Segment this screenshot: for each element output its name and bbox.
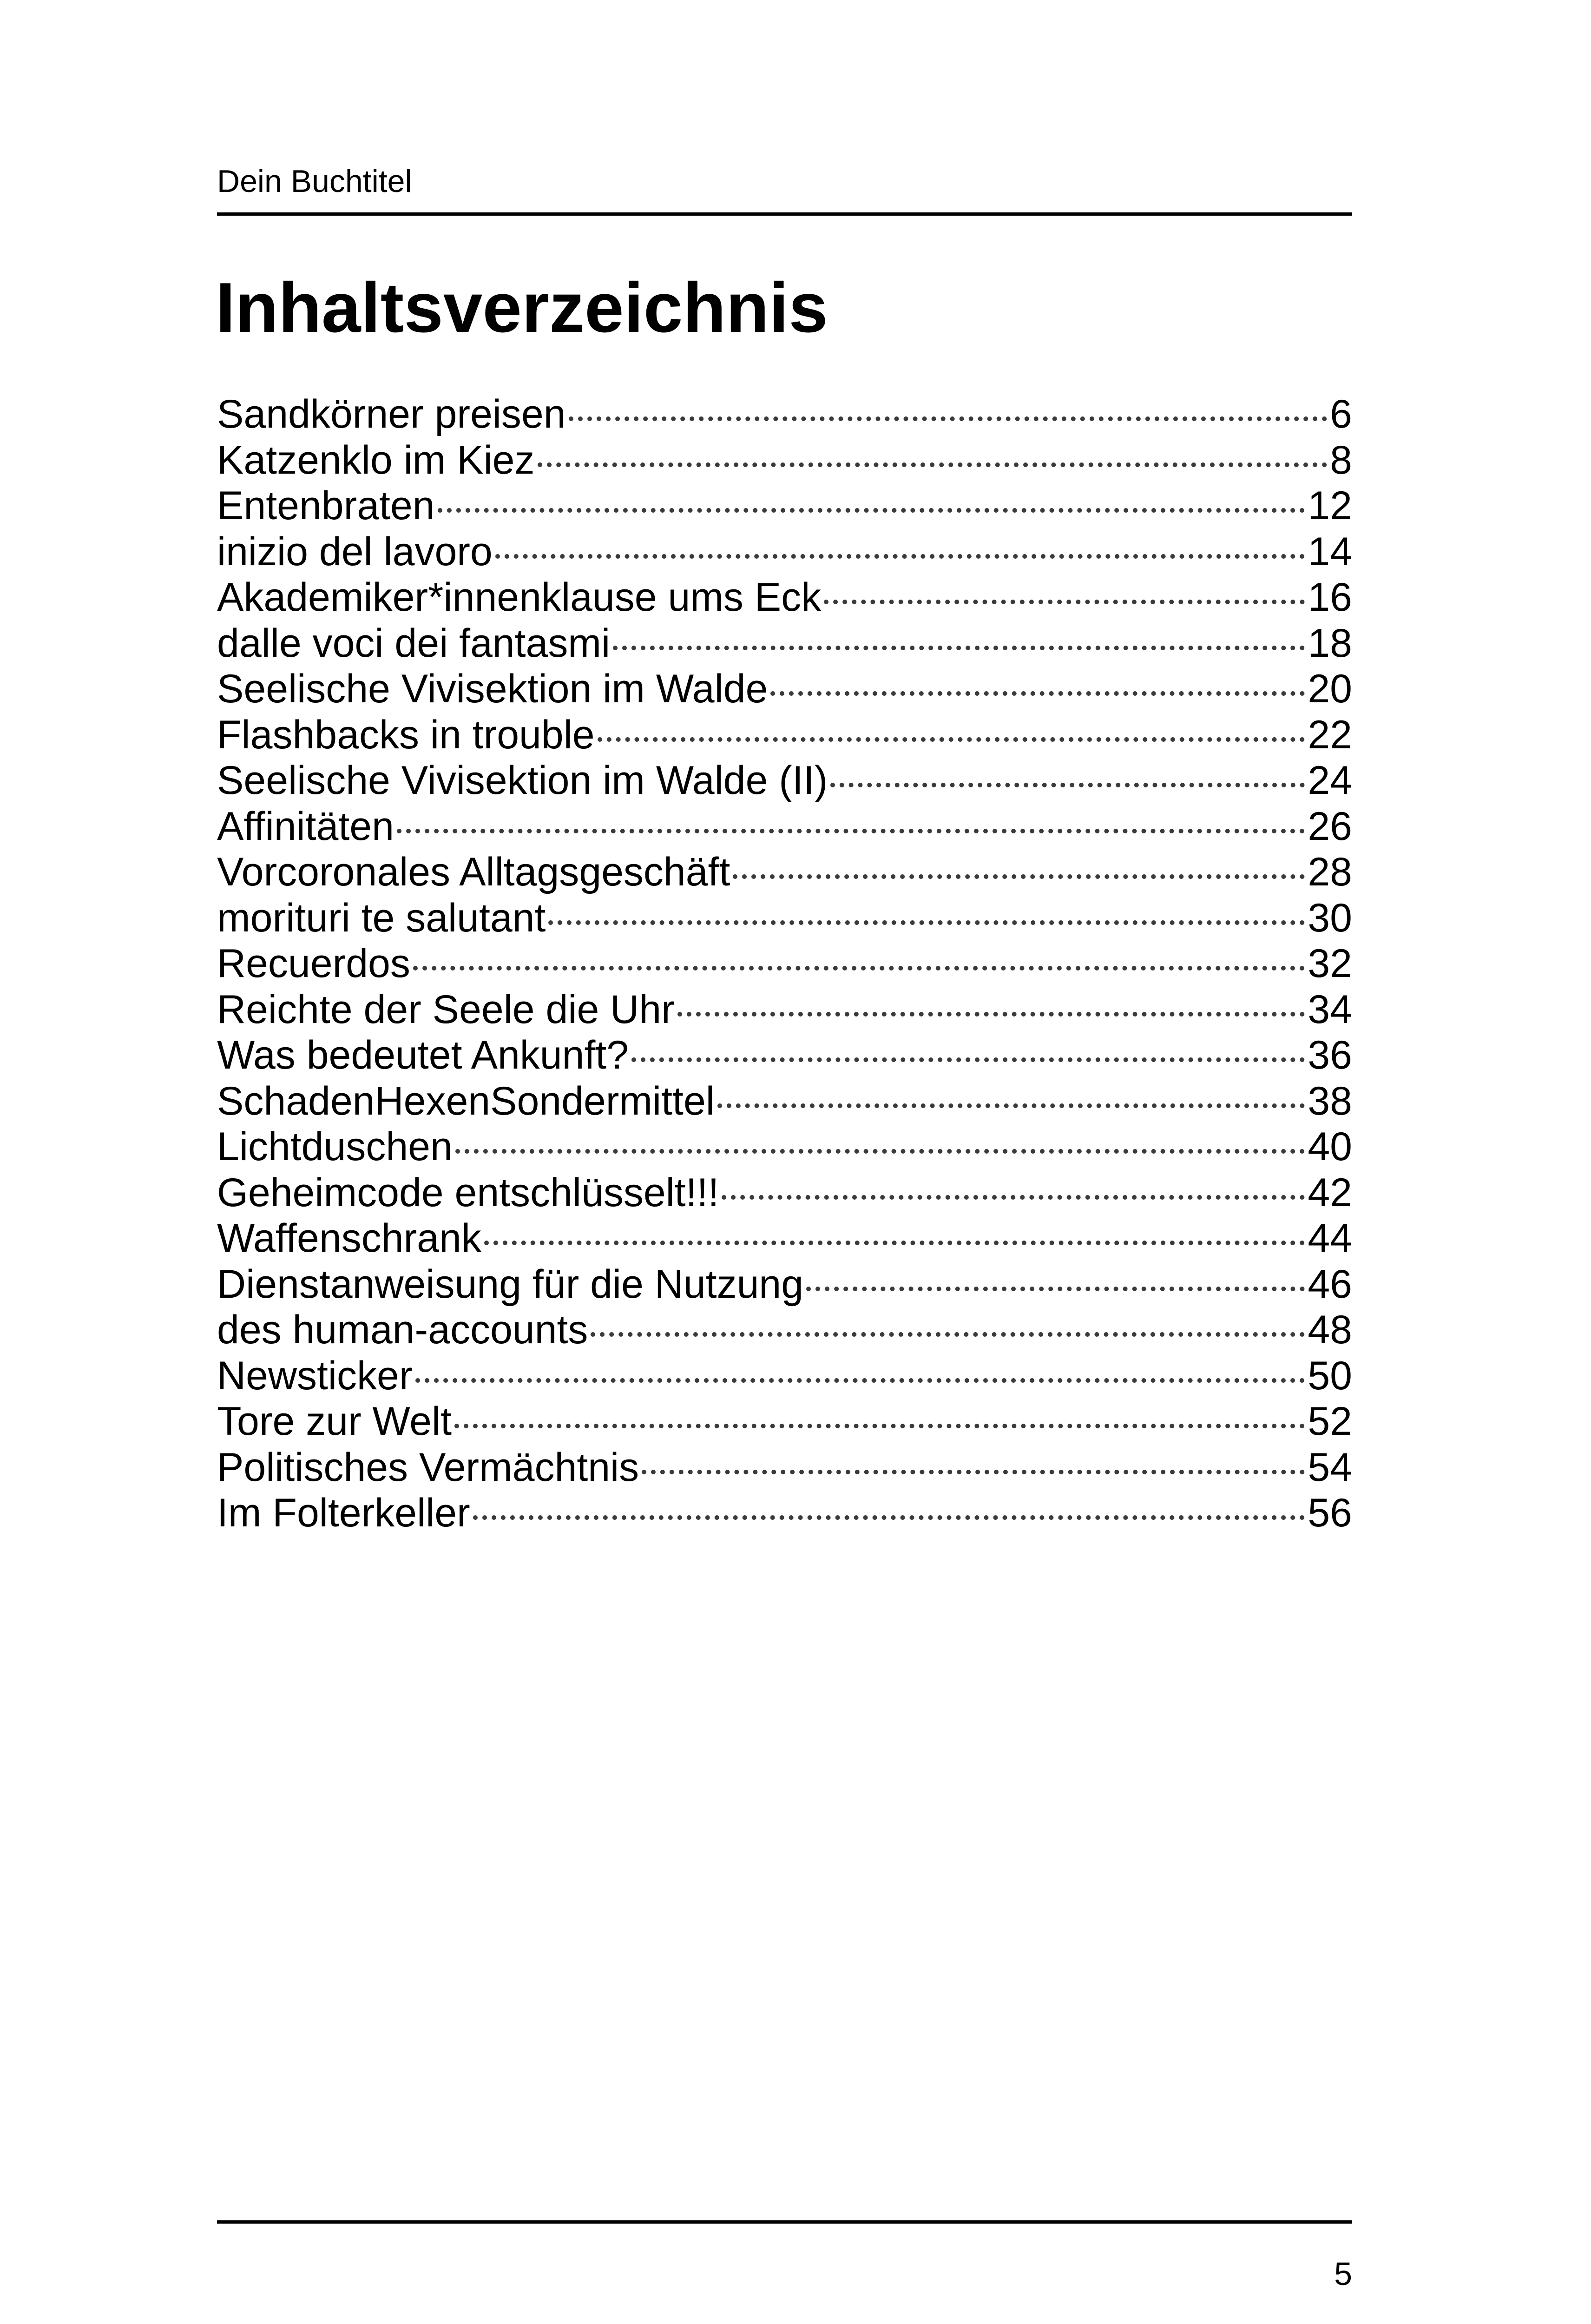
- toc-entry-page-number: 52: [1308, 1399, 1352, 1444]
- toc-entry-title: Was bedeutet Ankunft?: [217, 1033, 629, 1077]
- toc-entry-page-number: 54: [1308, 1445, 1352, 1490]
- toc-entry[interactable]: [217, 1399, 1352, 1445]
- dot-leader: [830, 783, 1305, 787]
- toc-entry-title: Politisches Vermächtnis: [217, 1445, 639, 1490]
- toc-entry-title: Reichte der Seele die Uhr: [217, 987, 675, 1032]
- toc-entry[interactable]: [217, 483, 1352, 529]
- header-divider: [217, 212, 1352, 216]
- dot-leader: [806, 1287, 1305, 1291]
- toc-entry-title: Lichtduschen: [217, 1124, 453, 1169]
- toc-entry-title: Dienstanweisung für die Nutzung: [217, 1261, 804, 1307]
- toc-entry[interactable]: [217, 621, 1352, 667]
- dot-leader: [642, 1470, 1305, 1474]
- toc-entry-page-number: 16: [1308, 575, 1352, 620]
- toc-entry[interactable]: [217, 987, 1352, 1033]
- toc-entry-page-number: 30: [1308, 895, 1352, 940]
- toc-entry-page-number: 32: [1308, 941, 1352, 986]
- toc-entry[interactable]: [217, 391, 1352, 437]
- toc-entry[interactable]: [217, 895, 1352, 941]
- toc-entry-title: Geheimcode entschlüsselt!!!: [217, 1170, 719, 1215]
- toc-entry-title: Affinitäten: [217, 804, 394, 849]
- toc-entry-title: Im Folterkeller: [217, 1491, 470, 1535]
- dot-leader: [591, 1332, 1305, 1337]
- toc-entry-page-number: 42: [1308, 1170, 1352, 1215]
- dot-leader: [722, 1195, 1305, 1200]
- toc-entry-title: morituri te salutant: [217, 895, 546, 940]
- toc-entry-title: Waffenschrank: [217, 1216, 481, 1261]
- toc-entry[interactable]: [217, 574, 1352, 621]
- toc-entry-page-number: 50: [1308, 1353, 1352, 1398]
- toc-entry-page-number: 48: [1308, 1307, 1352, 1352]
- toc-entry-page-number: 36: [1308, 1033, 1352, 1077]
- toc-entry[interactable]: [217, 529, 1352, 575]
- toc-entry-title: dalle voci dei fantasmi: [217, 621, 611, 666]
- toc-entry[interactable]: [217, 849, 1352, 895]
- dot-leader: [548, 920, 1305, 925]
- toc-entry-title: Newsticker: [217, 1353, 413, 1398]
- toc-entry-page-number: 28: [1308, 850, 1352, 894]
- toc-entry-title: Katzenklo im Kiez: [217, 437, 535, 482]
- toc-entry[interactable]: [217, 1261, 1352, 1307]
- footer-divider: [217, 2220, 1352, 2224]
- toc-entry[interactable]: [217, 941, 1352, 987]
- dot-leader: [538, 462, 1328, 467]
- toc-entry-page-number: 14: [1308, 529, 1352, 574]
- dot-leader: [454, 1424, 1305, 1428]
- toc-entry-title: Flashbacks in trouble: [217, 712, 595, 757]
- toc-entry[interactable]: [217, 712, 1352, 758]
- toc-entry-title: des human-accounts: [217, 1307, 588, 1352]
- toc-entry-title: Tore zur Welt: [217, 1399, 452, 1444]
- toc-entry-page-number: 40: [1308, 1124, 1352, 1169]
- toc-entry[interactable]: [217, 1445, 1352, 1491]
- toc-entry-title: Akademiker*innenklause ums Eck: [217, 575, 822, 620]
- dot-leader: [631, 1057, 1305, 1062]
- toc-entry[interactable]: [217, 1032, 1352, 1078]
- toc-entry[interactable]: [217, 1215, 1352, 1261]
- toc-entry-title: inizio del lavoro: [217, 529, 493, 574]
- dot-leader: [455, 1149, 1305, 1154]
- dot-leader: [413, 966, 1305, 971]
- table-of-contents: [217, 391, 1352, 1536]
- toc-entry[interactable]: [217, 758, 1352, 804]
- toc-entry-title: Entenbraten: [217, 483, 435, 528]
- dot-leader: [473, 1515, 1305, 1520]
- toc-entry-title: Vorcoronales Alltagsgeschäft: [217, 850, 730, 894]
- toc-entry-page-number: 34: [1308, 987, 1352, 1032]
- toc-heading: Inhaltsverzeichnis: [216, 268, 828, 347]
- toc-entry-page-number: 44: [1308, 1216, 1352, 1261]
- toc-entry-page-number: 6: [1330, 392, 1352, 436]
- toc-entry[interactable]: [217, 666, 1352, 712]
- running-head-book-title: Dein Buchtitel: [217, 164, 412, 199]
- toc-entry[interactable]: [217, 1353, 1352, 1399]
- dot-leader: [598, 737, 1305, 742]
- dot-leader: [733, 874, 1305, 879]
- page-number: 5: [1334, 2256, 1352, 2292]
- toc-entry-page-number: 18: [1308, 621, 1352, 666]
- dot-leader: [824, 600, 1305, 604]
- toc-entry[interactable]: [217, 1307, 1352, 1353]
- toc-entry-page-number: 22: [1308, 712, 1352, 757]
- toc-entry-page-number: 46: [1308, 1261, 1352, 1307]
- toc-entry-page-number: 12: [1308, 483, 1352, 528]
- toc-entry-page-number: 26: [1308, 804, 1352, 849]
- toc-entry-title: Recuerdos: [217, 941, 410, 986]
- toc-entry[interactable]: [217, 437, 1352, 483]
- toc-entry-page-number: 20: [1308, 667, 1352, 711]
- dot-leader: [569, 416, 1328, 421]
- toc-entry[interactable]: [217, 1490, 1352, 1536]
- dot-leader: [495, 554, 1305, 559]
- toc-entry-page-number: 56: [1308, 1491, 1352, 1535]
- toc-entry-title: Seelische Vivisektion im Walde: [217, 667, 768, 711]
- toc-entry[interactable]: [217, 804, 1352, 850]
- toc-entry-title: SchadenHexenSondermittel: [217, 1078, 715, 1123]
- dot-leader: [415, 1378, 1305, 1383]
- toc-entry-page-number: 38: [1308, 1078, 1352, 1123]
- dot-leader: [717, 1103, 1305, 1108]
- dot-leader: [484, 1241, 1305, 1245]
- toc-entry[interactable]: [217, 1170, 1352, 1216]
- dot-leader: [438, 508, 1305, 513]
- toc-entry-page-number: 8: [1330, 437, 1352, 482]
- toc-entry-page-number: 24: [1308, 758, 1352, 803]
- dot-leader: [770, 691, 1305, 696]
- toc-entry[interactable]: [217, 1124, 1352, 1170]
- dot-leader: [613, 646, 1305, 650]
- dot-leader: [677, 1012, 1305, 1017]
- toc-entry-title: Seelische Vivisektion im Walde (II): [217, 758, 828, 803]
- toc-entry[interactable]: [217, 1078, 1352, 1124]
- dot-leader: [397, 829, 1305, 833]
- toc-entry-title: Sandkörner preisen: [217, 392, 566, 436]
